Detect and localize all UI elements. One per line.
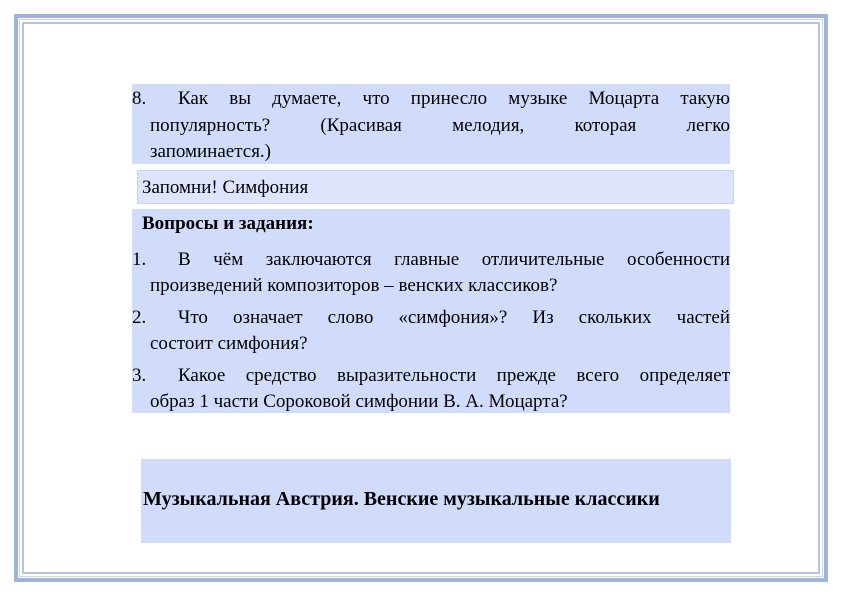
question-number: 3. bbox=[132, 365, 147, 386]
question-text-line-1: В чём заключаются главные отличительные особенности bbox=[178, 249, 730, 270]
question-number: 8. bbox=[132, 88, 147, 109]
question-item-2 bbox=[132, 305, 730, 357]
question-text-line-1: Что означает слово «симфония»? Из скольких частей bbox=[178, 307, 730, 328]
questions-panel bbox=[132, 209, 730, 413]
question-text-line-2: образ 1 части Сороковой симфонии В. А. Моцарта? bbox=[150, 391, 568, 412]
remember-note bbox=[137, 170, 734, 204]
question-text-line-1: Какое средство выразительности прежде всего определяет bbox=[178, 365, 730, 386]
questions-heading: Вопросы и задания: bbox=[142, 213, 314, 234]
topic-title: Музыкальная Австрия. Венские музыкальные классики bbox=[143, 488, 660, 510]
question-number: 1. bbox=[132, 249, 147, 270]
remember-note-text: Запомни! Симфония bbox=[142, 177, 309, 198]
question-8 bbox=[132, 86, 730, 164]
question-8-panel bbox=[132, 84, 730, 164]
topic-title-panel bbox=[141, 459, 731, 543]
question-text-line-2: произведений композиторов – венских классиков? bbox=[150, 275, 558, 296]
question-text-line-2: состоит симфония? bbox=[150, 333, 308, 354]
question-text-line-2: популярность? (Красивая мелодия, которая легко bbox=[150, 115, 730, 136]
question-text-line-3: запоминается.) bbox=[150, 141, 272, 162]
question-item-1 bbox=[132, 247, 730, 299]
question-text-line-1: Как вы думаете, что принесло музыке Моцарта такую bbox=[178, 88, 730, 109]
question-item-3 bbox=[132, 363, 730, 415]
question-number: 2. bbox=[132, 307, 147, 328]
